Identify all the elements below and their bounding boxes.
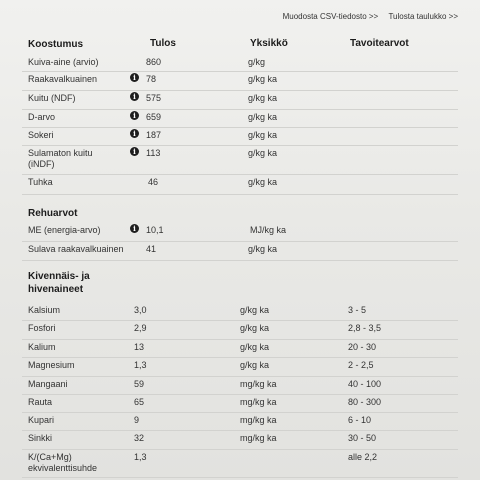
- row-target: 40 - 100: [348, 379, 382, 389]
- row-label: Magnesium: [28, 360, 75, 370]
- row-unit: g/kg ka: [248, 74, 278, 84]
- csv-export-link[interactable]: Muodosta CSV-tiedosto >>: [282, 12, 379, 21]
- row-unit: mg/kg ka: [240, 379, 277, 389]
- kivennais-heading: Kivennäis- ja hivenaineet: [28, 271, 90, 295]
- table-row: [22, 241, 458, 261]
- table-row: [22, 430, 458, 450]
- row-unit: g/kg ka: [248, 244, 278, 254]
- row-value: 46: [148, 177, 159, 187]
- row-label: Raakavalkuainen: [28, 74, 98, 84]
- header-links: [275, 12, 458, 21]
- table-row: [22, 320, 458, 340]
- yksikko-column-header: Yksikkö: [250, 38, 288, 49]
- row-unit: g/kg ka: [240, 360, 270, 370]
- row-unit: g/kg ka: [248, 112, 278, 122]
- row-value: 1,3: [134, 360, 147, 370]
- table-row: [22, 145, 458, 175]
- table-row: [22, 222, 458, 242]
- row-unit: g/kg ka: [240, 342, 270, 352]
- rehuarvot-heading: Rehuarvot: [28, 208, 78, 219]
- info-icon[interactable]: i: [130, 147, 139, 156]
- row-label: Mangaani: [28, 379, 68, 389]
- row-unit: g/kg ka: [248, 148, 278, 158]
- info-icon[interactable]: i: [130, 129, 139, 138]
- row-label: Sulamaton kuitu (iNDF): [28, 148, 93, 169]
- row-value: 659: [146, 112, 162, 122]
- row-label: Kalium: [28, 342, 56, 352]
- row-label: Kalsium: [28, 305, 61, 315]
- tavoitearvot-column-header: Tavoitearvot: [350, 38, 409, 49]
- table-row: [22, 394, 458, 413]
- row-label: D-arvo: [28, 112, 56, 122]
- row-value: 78: [146, 74, 157, 84]
- row-target: 2,8 - 3,5: [348, 323, 382, 333]
- row-value: 3,0: [134, 305, 147, 315]
- row-label: Kuitu (NDF): [28, 93, 76, 103]
- row-label: Tuhka: [28, 177, 53, 187]
- table-row: [22, 376, 458, 395]
- row-value: 113: [146, 148, 161, 158]
- table-row: [22, 449, 458, 478]
- row-unit: g/kg ka: [240, 323, 270, 333]
- info-icon[interactable]: i: [130, 224, 139, 233]
- row-value: 2,9: [134, 323, 147, 333]
- row-unit: g/kg ka: [248, 130, 278, 140]
- row-unit: mg/kg ka: [240, 433, 277, 443]
- row-target: 2 - 2,5: [348, 360, 374, 370]
- row-target: 30 - 50: [348, 433, 377, 443]
- table-row: [22, 71, 458, 91]
- table-row: [22, 412, 458, 431]
- row-value: 10,1: [146, 225, 164, 235]
- row-value: 1,3: [134, 452, 147, 462]
- row-unit: mg/kg ka: [240, 397, 277, 407]
- row-label: Fosfori: [28, 323, 56, 333]
- table-row: [22, 109, 458, 128]
- table-row: [22, 302, 458, 321]
- table-row: [22, 127, 458, 146]
- row-value: 32: [134, 433, 145, 443]
- row-value: 187: [146, 130, 162, 140]
- row-value: 575: [146, 93, 162, 103]
- row-label: Sokeri: [28, 130, 54, 140]
- table-row: [22, 174, 458, 195]
- row-unit: g/kg ka: [240, 305, 270, 315]
- row-label: Sulava raakavalkuainen: [28, 244, 124, 254]
- row-unit: mg/kg ka: [240, 415, 277, 425]
- table-row: [22, 54, 458, 72]
- info-icon[interactable]: i: [130, 73, 139, 82]
- row-target: 20 - 30: [348, 342, 377, 352]
- row-value: 59: [134, 379, 145, 389]
- row-target: alle 2,2: [348, 452, 378, 462]
- row-value: 9: [134, 415, 140, 425]
- row-label: Sinkki: [28, 433, 53, 443]
- info-icon[interactable]: i: [130, 92, 139, 101]
- row-label: ME (energia-arvo): [28, 225, 101, 235]
- row-unit: MJ/kg ka: [250, 225, 287, 235]
- row-label: Kuiva-aine (arvio): [28, 57, 99, 67]
- row-value: 13: [134, 342, 145, 352]
- row-label: Rauta: [28, 397, 53, 407]
- row-target: 3 - 5: [348, 305, 367, 315]
- row-unit: g/kg ka: [248, 177, 278, 187]
- table-row: [22, 357, 458, 377]
- row-label: K/(Ca+Mg) ekvivalenttisuhde: [28, 452, 98, 473]
- row-target: 80 - 300: [348, 397, 382, 407]
- row-target: 6 - 10: [348, 415, 372, 425]
- row-value: 65: [134, 397, 145, 407]
- row-unit: g/kg: [248, 57, 266, 67]
- info-icon[interactable]: i: [130, 111, 139, 120]
- table-row: [22, 339, 458, 358]
- row-value: 41: [146, 244, 157, 254]
- table-row: [22, 90, 458, 110]
- row-label: Kupari: [28, 415, 55, 425]
- row-unit: g/kg ka: [248, 93, 278, 103]
- row-value: 860: [146, 57, 162, 67]
- print-table-link[interactable]: Tulosta taulukko >>: [388, 12, 458, 21]
- tulos-column-header: Tulos: [150, 38, 176, 49]
- koostumus-heading: Koostumus: [28, 39, 83, 50]
